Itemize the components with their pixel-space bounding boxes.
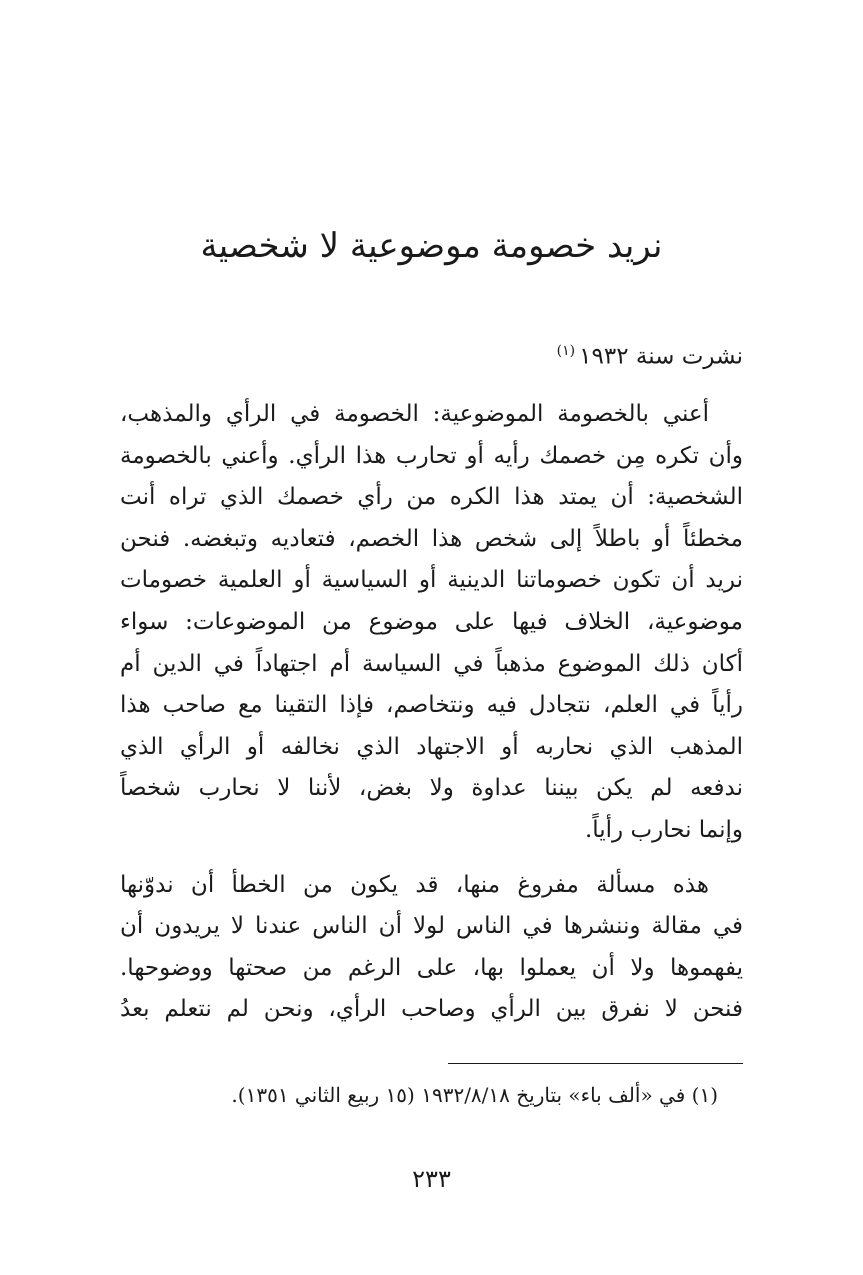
body-paragraph [120,865,743,1031]
paragraph-line: هذه مسألة مفروغ منها، قد يكون من الخطأ أن ندوّنها [120,871,709,898]
paragraph-line: يفهموها ولا أن يعملوا بها، على الرغم من صحتها ووضوحها. [120,954,743,981]
body-paragraph [120,394,743,852]
paragraph-line: موضوعية، الخلاف فيها على موضوع من الموضوعات: سواء [120,608,743,635]
paragraph-line: فنحن لا نفرق بين الرأي وصاحب الرأي، ونحن لم نتعلم بعدُ [120,996,743,1023]
footnote: (١) في «ألف باء» بتاريخ ١٩٣٢/٨/١٨ (١٥ ربيع الثاني ١٣٥١). [231,1083,718,1107]
paragraph-line: وإنما نحارب رأياً. [584,816,743,843]
paragraph-line: رأياً في العلم، نتجادل فيه ونتخاصم، فإذا التقينا مع صاحب هذا [120,692,743,719]
page-number: ٢٣٣ [412,1165,451,1193]
paragraph-line: ندفعه لم يكن بيننا عداوة ولا بغض، لأننا لا نحارب شخصاً [120,775,743,802]
footnote-separator [448,1063,743,1064]
paragraph-line: أعني بالخصومة الموضوعية: الخصومة في الرأي والمذهب، [120,401,709,427]
footnote-reference: (١) [556,343,576,359]
paragraph-line: الشخصية: أن يمتد هذا الكره من رأي خصمك الذي تراه أنت [120,484,743,511]
article-body [120,394,743,1031]
paragraph-line: وأن تكره مِن خصمك رأيه أو تحارب هذا الرأي. وأعني بالخصومة [120,442,743,469]
paragraph-line: نريد أن تكون خصوماتنا الدينية أو السياسية أو العلمية خصومات [120,567,743,594]
publication-note [557,334,743,374]
paragraph-line: أكان ذلك الموضوع مذهباً في السياسة أم اجتهاداً في الدين أم [120,650,743,677]
paragraph-line: مخطئاً أو باطلاً إلى شخص هذا الخصم، فتعاديه وتبغضه. فنحن [120,525,743,552]
paragraph-line: المذهب الذي نحاربه أو الاجتهاد الذي نخالفه أو الرأي الذي [120,733,743,760]
paragraph-line: في مقالة وننشرها في الناس لولا أن الناس عندنا لا يريدون أن [120,913,743,940]
publication-date: نشرت سنة ١٩٣٢ [579,343,743,370]
article-title: نريد خصومة موضوعية لا شخصية [200,226,663,266]
